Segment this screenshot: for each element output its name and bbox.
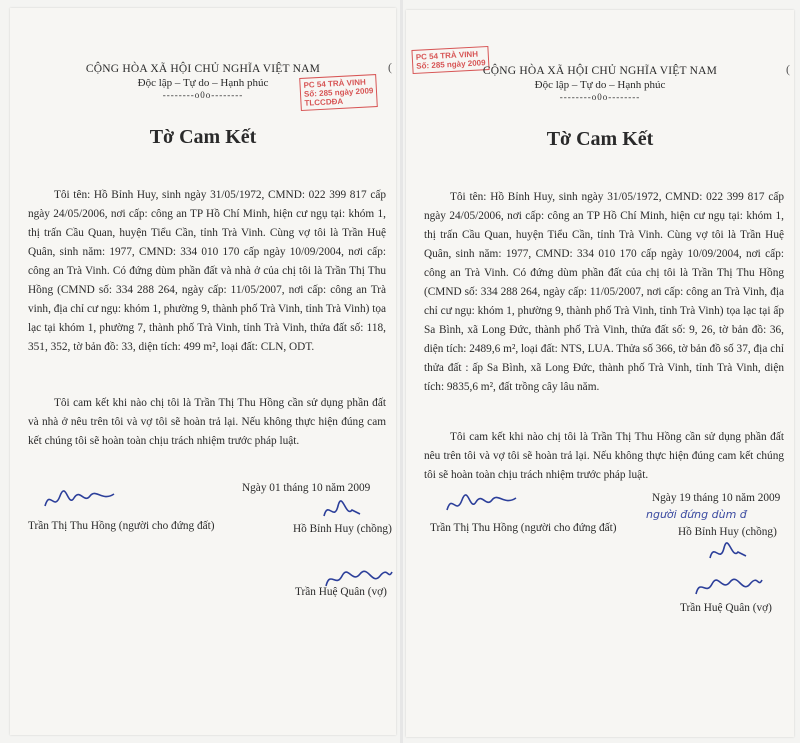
left-signature-huy <box>316 496 366 524</box>
right-stamp-line1: PC 54 TRÀ VINH <box>415 49 479 62</box>
left-header-motto: Độc lập – Tự do – Hạnh phúc <box>137 77 269 89</box>
right-signature-huy <box>702 538 752 566</box>
right-signer-quan: Trần Huệ Quân (vợ) <box>680 602 772 614</box>
right-signer-hong: Trần Thị Thu Hồng (người cho đứng đất) <box>430 522 617 534</box>
photo-divider <box>400 0 403 743</box>
right-date: Ngày 19 tháng 10 năm 2009 <box>652 492 781 504</box>
right-paragraph-2: Tôi cam kết khi nào chị tôi là Trần Thị Thu Hồng cần sử dụng phần đất nêu trên tôi và vợ tôi sẽ hoàn trả lại. Nếu không thực hiện đúng cam kết chúng tôi sẽ hoàn toàn chịu trách nhiệm trước pháp luật. <box>424 431 784 481</box>
right-header-decoration: --------o0o-------- <box>559 92 641 102</box>
left-header <box>10 62 396 102</box>
right-document-page <box>406 10 794 737</box>
right-handwritten-note: người đứng dùm đ <box>646 508 747 521</box>
right-signer-huy: Hồ Bỉnh Huy (chồng) <box>678 526 777 538</box>
left-signer-hong: Trần Thị Thu Hồng (người cho đứng đất) <box>28 520 215 532</box>
right-header-nation: CỘNG HÒA XÃ HỘI CHỦ NGHĨA VIỆT NAM <box>482 65 718 77</box>
left-stamp-line3: TLCCDĐA <box>304 96 344 108</box>
left-date: Ngày 01 tháng 10 năm 2009 <box>242 482 371 494</box>
left-corner-mark: ( <box>388 60 392 74</box>
left-stamp-line1: PC 54 TRÀ VINH <box>303 77 366 90</box>
right-signature-quan <box>690 572 765 602</box>
right-stamp-line2: Số: 285 ngày 2009 <box>416 58 486 71</box>
right-corner-mark: ( <box>786 62 790 76</box>
left-document-title: Tờ Cam Kết <box>149 126 257 148</box>
left-stamp-line2: Số: 285 ngày 2009 <box>303 86 374 99</box>
left-header-nation: CỘNG HÒA XÃ HỘI CHỦ NGHĨA VIỆT NAM <box>85 63 321 75</box>
right-header <box>406 64 794 104</box>
right-paragraph-1: Tôi tên: Hồ Bỉnh Huy, sinh ngày 31/05/1972, CMND: 022 399 817 cấp ngày 24/05/2006, nơi cấp: công an TP Hồ Chí Minh, hiện cư ngụ tại: khóm 1, thị trấn Cầu Quan, huyện Tiểu Cần, tỉnh Trà Vinh. Cùng vợ tôi là Trần Huệ Quân, sinh năm: 1977, CMND: 334 010 170 cấp ngày 10/09/2004, nơi cấp: công an Trà Vinh. Có đứng dùm phần đất của chị tôi là Trần Thị Thu Hồng (CMND số: 334 288 264, ngày cấp: 11/05/2007, nơi cấp: công an Trà Vinh, địa chỉ cư ngụ: khóm 1, phường 9, thành phố Trà Vinh, tỉnh Trà Vinh) tọa lạc tại ấp Sa Bình, xã Long Đức, thành phố Trà Vinh, thửa đất số: 9, 26, tờ bản đồ: 36, diện tích: 2489,6 m², loại đất: NTS, LUA. Thửa số 366, tờ bản đồ số 37, địa chỉ thửa đất : ấp Sa Bình, xã Long Đức, thành phố Trà Vinh, tỉnh Trà Vinh, diện tích: 9835,6 m², đất trồng cây lâu năm. <box>424 191 784 393</box>
left-paragraph-2: Tôi cam kết khi nào chị tôi là Trần Thị Thu Hồng cần sử dụng phần đất và nhà ở nêu trên tôi và vợ tôi sẽ hoàn trả lại. Nếu không thực hiện đúng cam kết chúng tôi sẽ hoàn toàn chịu trách nhiệm trước pháp luật. <box>28 397 386 447</box>
left-signature-hong <box>40 484 120 514</box>
left-header-decoration: --------o0o-------- <box>162 90 244 100</box>
left-paragraph-1: Tôi tên: Hồ Bỉnh Huy, sinh ngày 31/05/1972, CMND: 022 399 817 cấp ngày 24/05/2006, nơi cấp: công an TP Hồ Chí Minh, hiện cư ngụ tại: khóm 1, thị trấn Cầu Quan, huyện Tiểu Cần, tỉnh Trà Vinh. Cùng vợ tôi là Trần Huệ Quân, sinh năm: 1977, CMND: 334 010 170 cấp ngày 10/09/2004, nơi cấp: công an Trà Vinh. Có đứng dùm phần đất và nhà ở của chị tôi là Trần Thị Thu Hồng (CMND số: 334 288 264, ngày cấp: 11/05/2007, nơi cấp: công an Trà vinh, địa chỉ cư ngụ: khóm 1, phường 9, thành phố Trà Vinh, tỉnh Trà Vinh) tọa lạc tại khóm 1, phường 7, thành phố Trà Vinh, tỉnh Trà Vinh, thửa đất số: 118, 351, 352, tờ bản đồ: 33, diện tích: 499 m², loại đất: CLN, ODT. <box>28 189 386 353</box>
left-signer-huy: Hồ Bỉnh Huy (chồng) <box>293 523 392 535</box>
right-signature-hong <box>442 488 522 518</box>
left-document-page <box>10 8 396 735</box>
left-signer-quan: Trần Huệ Quân (vợ) <box>295 586 387 598</box>
right-header-motto: Độc lập – Tự do – Hạnh phúc <box>534 79 666 91</box>
right-document-title: Tờ Cam Kết <box>546 128 654 150</box>
